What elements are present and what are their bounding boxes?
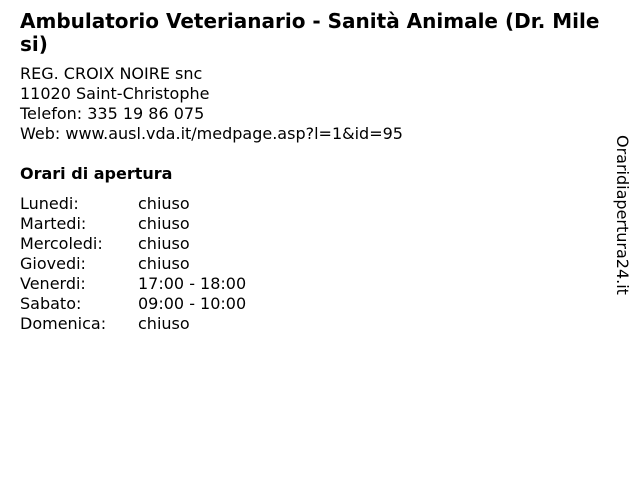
day-label: Venerdi: [20, 274, 86, 293]
day-label: Mercoledi: [20, 234, 103, 253]
time-value: chiuso [138, 254, 190, 273]
hours-heading: Orari di apertura [20, 164, 173, 183]
site-watermark: Oraridiapertura24.it [613, 135, 632, 295]
phone-number: Telefon: 335 19 86 075 [20, 104, 205, 123]
day-label: Giovedi: [20, 254, 86, 273]
day-label: Domenica: [20, 314, 107, 333]
time-value: 09:00 - 10:00 [138, 294, 247, 313]
address-block [20, 64, 403, 144]
time-value: chiuso [138, 234, 190, 253]
time-value: chiuso [138, 214, 190, 233]
time-value: chiuso [138, 314, 190, 333]
city-address: 11020 Saint-Christophe [20, 84, 210, 103]
day-label: Lunedi: [20, 194, 79, 213]
time-value: 17:00 - 18:00 [138, 274, 247, 293]
website-link[interactable]: Web: www.ausl.vda.it/medpage.asp?l=1&id=95 [20, 124, 403, 143]
business-title: Ambulatorio Veterianario - Sanità Animale (Dr. Milesi) [20, 9, 600, 56]
day-label: Martedi: [20, 214, 87, 233]
time-value: chiuso [138, 194, 190, 213]
street-address: REG. CROIX NOIRE snc [20, 64, 203, 83]
day-label: Sabato: [20, 294, 82, 313]
